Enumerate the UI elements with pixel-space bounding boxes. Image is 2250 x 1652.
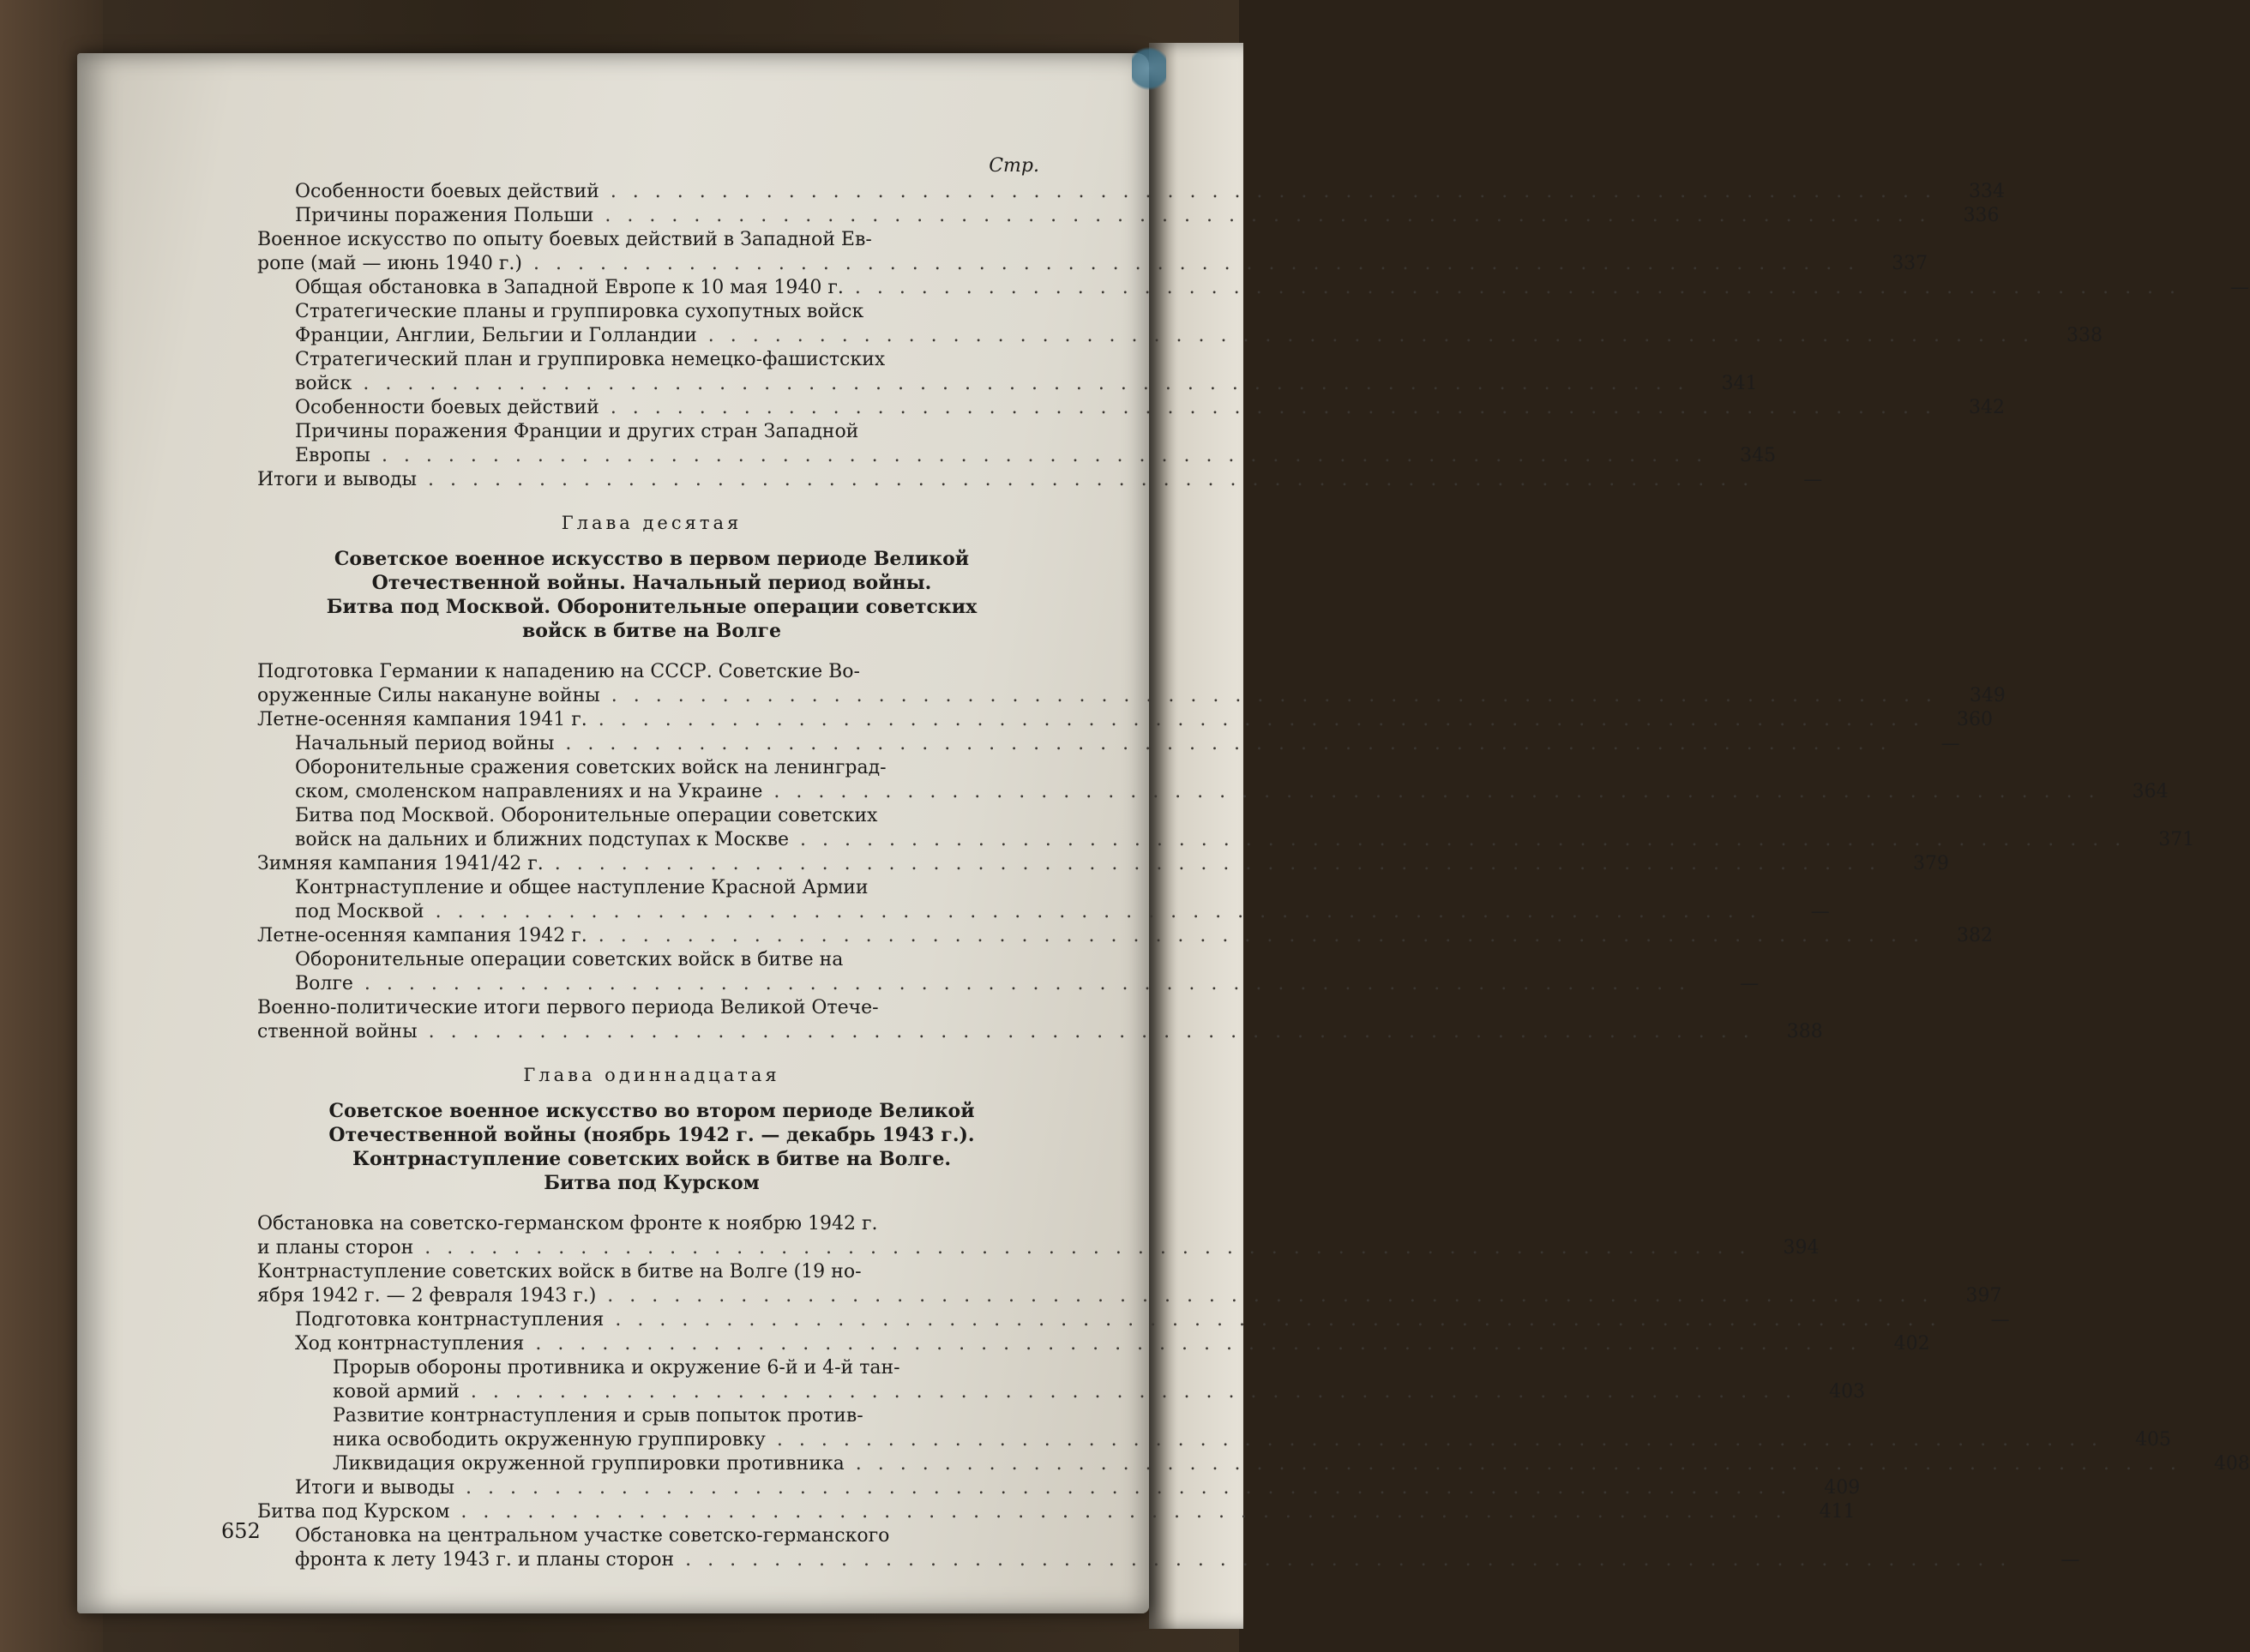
toc-entry-line: Причины поражения Польши (295, 205, 594, 226)
toc-entry-line: войск на дальних и ближних подступах к Москве (295, 829, 790, 850)
leader-dots: . . . . . . . . . . . . . . . . . . . . . . . . . . . . . . . . . . . . . . . . . . . . . . . . . . . . . . . . . . . . (696, 325, 2034, 346)
toc-line (257, 1404, 1046, 1428)
toc-entry-line: ропе (май — июнь 1940 г.) (257, 253, 522, 274)
toc-entry (257, 300, 2103, 348)
chapter-title-line: Битва под Москвой. Оборонительные операции советских (326, 596, 978, 618)
toc-line (257, 420, 1046, 444)
chapter-11-label: Глава одиннадцатая (523, 1065, 780, 1085)
leader-dots: . . . . . . . . . . . . . . . . . . . . . . . . . . . . . . . . . . . . . . . . . . . . . . . . . . . . . . . . . . . . (599, 181, 1937, 202)
leader-dots: . . . . . . . . . . . . . . . . . . . . . . . . . . . . . . . . . . . . . . . . . . . . . . . . . . . . . . . . . . . . (587, 709, 1924, 730)
table-of-contents (257, 154, 2250, 1572)
toc-entry-text (257, 180, 1936, 204)
toc-entry (257, 1260, 2002, 1308)
toc-entry-text (257, 1020, 1754, 1044)
toc-entry (257, 852, 1949, 876)
toc-line (257, 1500, 1856, 1524)
toc-line (257, 804, 1046, 828)
toc-page-ref: 379 (1912, 853, 1949, 874)
chapter-title-line: Советское военное искусство в первом периоде Великой (334, 548, 970, 570)
toc-line (257, 1356, 1046, 1380)
toc-entry (257, 1500, 1856, 1524)
toc-line (257, 180, 2006, 204)
leader-dots: . . . . . . . . . . . . . . . . . . . . . . . . . . . . . . . . . . . . . . . . . . . . . . . . . . . . . . . . . . . . (599, 397, 1937, 418)
chapter-11-entries (257, 1212, 2250, 1572)
toc-entry-line: Ликвидация окруженной группировки противника (333, 1453, 845, 1475)
toc-entry-text (257, 372, 1689, 396)
leader-dots: . . . . . . . . . . . . . . . . . . . . . . . . . . . . . . . . . . . . . . . . . . . . . . . . . . . . . . . . . . . . (524, 1333, 1862, 1355)
toc-entry (257, 348, 1758, 396)
leader-dots: . . . . . . . . . . . . . . . . . . . . . . . . . . . . . . . . . . . . . . . . . . . . . . . . . . . . . . . . . . . . (522, 253, 1860, 274)
toc-entry-line: войск (295, 373, 352, 394)
toc-entry-line: Летне-осенняя кампания 1942 г. (257, 925, 587, 946)
leader-dots: . . . . . . . . . . . . . . . . . . . . . . . . . . . . . . . . . . . . . . . . . . . . . . . . . . . . . . . . . . . . (543, 853, 1880, 874)
toc-entry (257, 948, 1760, 996)
toc-entry (257, 276, 2250, 300)
leader-dots: . . . . . . . . . . . . . . . . . . . . . . . . . . . . . . . . . . . . . . . . . . . . . . . . . . . . . . . . . . . . (413, 1237, 1751, 1259)
toc-entry-text (257, 924, 1924, 948)
toc-entry-text (257, 804, 978, 828)
toc-line (257, 1548, 2080, 1572)
toc-entry-text (257, 852, 1880, 876)
toc-entry-line: фронта к лету 1943 г. и планы сторон (295, 1549, 675, 1571)
toc-entry-line: Стратегические планы и группировка сухопутных войск (295, 301, 864, 322)
toc-entry-line: Летне-осенняя кампания 1941 г. (257, 709, 587, 730)
toc-page-ref: — (2060, 1549, 2080, 1571)
toc-entry-line: Подготовка контрнаступления (295, 1309, 605, 1331)
leader-dots: . . . . . . . . . . . . . . . . . . . . . . . . . . . . . . . . . . . . . . . . . . . . . . . . . . . . . . . . . . . . (449, 1501, 1787, 1523)
toc-entry (257, 924, 1993, 948)
toc-entry-line: Оборонительные сражения советских войск на ленинград- (295, 757, 887, 778)
toc-line (257, 756, 1046, 780)
toc-entry (257, 1332, 1930, 1356)
toc-entry-line: ября 1942 г. — 2 февраля 1943 г.) (257, 1285, 597, 1307)
toc-line (257, 468, 1823, 492)
toc-entry-text (257, 780, 2100, 804)
toc-entry-text (257, 876, 978, 900)
toc-entry-text (257, 300, 978, 324)
chapter-11-title (257, 1099, 1046, 1195)
toc-entry-text (257, 348, 978, 372)
toc-line (257, 1332, 1930, 1356)
toc-line (257, 396, 2006, 420)
toc-entry-line: Прорыв обороны противника и окружение 6-й и 4-й тан- (333, 1357, 900, 1379)
toc-entry (257, 204, 2000, 228)
leader-dots: . . . . . . . . . . . . . . . . . . . . . . . . . . . . . . . . . . . . . . . . . . . . . . . . . . . . . . . . . . . . (417, 1021, 1754, 1042)
chapter-title-line: войск в битве на Волге (521, 620, 781, 642)
toc-page-ref: 360 (1956, 709, 1993, 730)
toc-entry-text (257, 1380, 1796, 1404)
toc-line (257, 828, 2195, 852)
toc-entry (257, 1356, 1866, 1404)
chapter-title-line: Битва под Курском (544, 1172, 760, 1194)
toc-entry-text (257, 972, 1690, 996)
toc-line (257, 1260, 1046, 1284)
toc-page-ref: 371 (2158, 829, 2195, 850)
toc-entry-line: Обстановка на советско-германском фронте к ноябрю 1942 г. (257, 1213, 878, 1234)
toc-entry-line: Итоги и выводы (295, 1477, 455, 1499)
toc-entry-text (257, 900, 1761, 924)
toc-entry-text (257, 204, 1931, 228)
toc-entry-line: Подготовка Германии к нападению на СССР. Советские Во- (257, 661, 860, 682)
toc-page-ref: 411 (1819, 1501, 1856, 1523)
toc-entry-line: Оборонительные операции советских войск в битве на (295, 949, 844, 970)
toc-entry (257, 180, 2006, 204)
leader-dots: . . . . . . . . . . . . . . . . . . . . . . . . . . . . . . . . . . . . . . . . . . . . . . . . . . . . . . . . . . . . (599, 685, 1937, 706)
toc-line (257, 1020, 1823, 1044)
toc-entry-text (257, 1476, 1791, 1500)
toc-page-ref: — (2230, 277, 2250, 298)
leader-dots: . . . . . . . . . . . . . . . . . . . . . . . . . . . . . . . . . . . . . . . . . . . . . . . . . . . . . . . . . . . . (554, 733, 1892, 754)
toc-entry (257, 1524, 2080, 1572)
toc-entry-text (257, 948, 978, 972)
toc-line (257, 708, 1993, 732)
toc-page-ref: — (1990, 1309, 2010, 1331)
toc-line (257, 660, 1046, 684)
toc-page-ref: 342 (1969, 397, 2006, 418)
toc-line (257, 372, 1758, 396)
toc-entry (257, 420, 1777, 468)
toc-entry-text (257, 396, 1936, 420)
toc-entry (257, 1404, 2172, 1452)
toc-entry (257, 708, 1993, 732)
toc-entry-text (257, 252, 1859, 276)
toc-page-ref: 341 (1721, 373, 1758, 394)
toc-page-ref: 338 (2066, 325, 2103, 346)
toc-page-ref: 345 (1740, 445, 1777, 466)
toc-line (257, 228, 1046, 252)
toc-entry-line: Контрнаступление советских войск в битве на Волге (19 но- (257, 1261, 862, 1283)
toc-line (257, 996, 1046, 1020)
leader-dots: . . . . . . . . . . . . . . . . . . . . . . . . . . . . . . . . . . . . . . . . . . . . . . . . . . . . . . . . . . . . (789, 829, 2127, 850)
toc-page-ref: 402 (1893, 1333, 1930, 1355)
toc-page-ref: — (1810, 901, 1830, 922)
toc-line (257, 1308, 2010, 1332)
toc-entry-text (257, 1404, 978, 1428)
toc-entry (257, 1212, 1820, 1260)
toc-entry-line: Военно-политические итоги первого периода Великой Отече- (257, 997, 879, 1018)
toc-page-ref: 334 (1969, 181, 2006, 202)
toc-entry-text (257, 828, 2126, 852)
toc-page-ref: 403 (1829, 1381, 1866, 1403)
toc-line (257, 1476, 1861, 1500)
leader-dots: . . . . . . . . . . . . . . . . . . . . . . . . . . . . . . . . . . . . . . . . . . . . . . . . . . . . . . . . . . . . (596, 1285, 1934, 1307)
chapter-10-title (257, 547, 1046, 643)
toc-entry (257, 996, 1823, 1044)
toc-line (257, 732, 1960, 756)
toc-entry-line: ковой армий (333, 1381, 460, 1403)
toc-line (257, 1380, 1866, 1404)
page-column-header: Стр. (989, 155, 1039, 177)
leader-dots: . . . . . . . . . . . . . . . . . . . . . . . . . . . . . . . . . . . . . . . . . . . . . . . . . . . . . . . . . . . . (370, 445, 1708, 466)
toc-entry-text (257, 1260, 978, 1284)
toc-entry-text (257, 756, 978, 780)
toc-entry-text (257, 1524, 978, 1548)
toc-entry-text (257, 468, 1754, 492)
toc-entry-line: Особенности боевых действий (295, 397, 599, 418)
toc-entry (257, 1308, 2010, 1332)
toc-line (257, 876, 1046, 900)
chapter-10-entries (257, 660, 2195, 1044)
leader-dots: . . . . . . . . . . . . . . . . . . . . . . . . . . . . . . . . . . . . . . . . . . . . . . . . . . . . . . . . . . . . (459, 1381, 1797, 1403)
toc-entry-line: Битва под Курском (257, 1501, 450, 1523)
toc-entry-line: Европы (295, 445, 370, 466)
toc-entry-line: Волге (295, 973, 353, 994)
toc-line (257, 852, 1949, 876)
leader-dots: . . . . . . . . . . . . . . . . . . . . . . . . . . . . . . . . . . . . . . . . . . . . . . . . . . . . . . . . . . . . (843, 277, 2181, 298)
toc-line (257, 1212, 1046, 1236)
toc-entry (257, 756, 2169, 804)
toc-page-ref: 337 (1892, 253, 1928, 274)
toc-line (257, 300, 1046, 324)
toc-page-ref: 405 (2135, 1429, 2172, 1451)
toc-line (257, 204, 2000, 228)
toc-entry (257, 804, 2195, 852)
toc-entry-line: оруженные Силы накануне войны (257, 685, 600, 706)
toc-entry (257, 1476, 1861, 1500)
toc-line (257, 780, 2169, 804)
toc-line (257, 948, 1046, 972)
leader-dots: . . . . . . . . . . . . . . . . . . . . . . . . . . . . . . . . . . . . . . . . . . . . . . . . . . . . . . . . . . . . (454, 1477, 1792, 1499)
toc-entry-line: Причины поражения Франции и других стран Западной (295, 421, 859, 442)
toc-entry-text (257, 708, 1924, 732)
toc-entry-line: Начальный период войны (295, 733, 555, 754)
toc-entry (257, 396, 2006, 420)
toc-entry-text (257, 1356, 978, 1380)
toc-line (257, 348, 1046, 372)
toc-entry-text (257, 996, 978, 1020)
toc-line (257, 1452, 2250, 1476)
toc-entry-line: Битва под Москвой. Оборонительные операции советских (295, 805, 878, 826)
toc-entry-text (257, 420, 978, 444)
toc-entry (257, 1452, 2250, 1476)
toc-entry-line: Развитие контрнаступления и срыв попыток против- (333, 1405, 863, 1427)
toc-entry-text (257, 1284, 1934, 1308)
toc-entry-line: ника освободить окруженную группировку (333, 1429, 766, 1451)
toc-entry-text (257, 1548, 2011, 1572)
page-number: 652 (221, 1519, 261, 1543)
toc-entry (257, 876, 1830, 924)
toc-page-ref: — (1803, 469, 1823, 490)
leader-dots: . . . . . . . . . . . . . . . . . . . . . . . . . . . . . . . . . . . . . . . . . . . . . . . . . . . . . . . . . . . . (762, 781, 2100, 802)
toc-entry-text (257, 1236, 1751, 1260)
toc-line (257, 900, 1830, 924)
toc-entry (257, 228, 1928, 276)
toc-line (257, 444, 1777, 468)
toc-entry-text (257, 228, 978, 252)
toc-entry-line: и планы сторон (257, 1237, 414, 1259)
toc-line (257, 684, 2006, 708)
toc-entry-line: Общая обстановка в Западной Европе к 10 мая 1940 г. (295, 277, 844, 298)
toc-line (257, 1524, 1046, 1548)
toc-entry-text (257, 444, 1707, 468)
leader-dots: . . . . . . . . . . . . . . . . . . . . . . . . . . . . . . . . . . . . . . . . . . . . . . . . . . . . . . . . . . . . (417, 469, 1754, 490)
leader-dots: . . . . . . . . . . . . . . . . . . . . . . . . . . . . . . . . . . . . . . . . . . . . . . . . . . . . . . . . . . . . (674, 1549, 2012, 1571)
leader-dots: . . . . . . . . . . . . . . . . . . . . . . . . . . . . . . . . . . . . . . . . . . . . . . . . . . . . . . . . . . . . (765, 1429, 2103, 1451)
toc-entry-line: ственной войны (257, 1021, 418, 1042)
toc-entry-text (257, 732, 1892, 756)
chapter-title-line: Контрнаступление советских войск в битве на Волге. (352, 1148, 951, 1170)
toc-entry-line: Зимняя кампания 1941/42 г. (257, 853, 544, 874)
toc-page-ref: 388 (1786, 1021, 1823, 1042)
toc-page-ref: 397 (1965, 1285, 2002, 1307)
leader-dots: . . . . . . . . . . . . . . . . . . . . . . . . . . . . . . . . . . . . . . . . . . . . . . . . . . . . . . . . . . . . (604, 1309, 1941, 1331)
toc-page-ref: 364 (2132, 781, 2169, 802)
section-continued (257, 180, 2250, 492)
toc-entry (257, 468, 1823, 492)
toc-entry-text (257, 1500, 1787, 1524)
toc-page-ref: 382 (1956, 925, 1993, 946)
toc-entry-text (257, 324, 2034, 348)
chapter-title-line: Советское военное искусство во втором периоде Великой (328, 1100, 975, 1122)
toc-entry (257, 732, 1960, 756)
toc-entry-line: Итоги и выводы (257, 469, 418, 490)
leader-dots: . . . . . . . . . . . . . . . . . . . . . . . . . . . . . . . . . . . . . . . . . . . . . . . . . . . . . . . . . . . . (352, 373, 1689, 394)
toc-line (257, 972, 1760, 996)
toc-page-ref: 336 (1963, 205, 2000, 226)
toc-entry-text (257, 1332, 1862, 1356)
toc-line (257, 252, 1928, 276)
toc-entry-text (257, 1452, 2181, 1476)
toc-entry-line: Военное искусство по опыту боевых действий в Западной Ев- (257, 229, 872, 250)
toc-line (257, 1284, 2002, 1308)
toc-page-ref: 349 (1969, 685, 2006, 706)
toc-entry-line: Обстановка на центральном участке советско-германского (295, 1525, 890, 1547)
toc-page-ref: — (1940, 733, 1960, 754)
toc-page-ref: 408 (2213, 1453, 2250, 1475)
leader-dots: . . . . . . . . . . . . . . . . . . . . . . . . . . . . . . . . . . . . . . . . . . . . . . . . . . . . . . . . . . . . (844, 1453, 2181, 1475)
binding-thread (1132, 43, 1166, 94)
leader-dots: . . . . . . . . . . . . . . . . . . . . . . . . . . . . . . . . . . . . . . . . . . . . . . . . . . . . . . . . . . . . (587, 925, 1924, 946)
toc-entry-text (257, 660, 978, 684)
toc-entry-text (257, 1308, 1941, 1332)
leader-dots: . . . . . . . . . . . . . . . . . . . . . . . . . . . . . . . . . . . . . . . . . . . . . . . . . . . . . . . . . . . . (352, 973, 1691, 994)
toc-page-ref: 409 (1824, 1477, 1861, 1499)
toc-entry-text (257, 684, 1937, 708)
toc-line (257, 1236, 1820, 1260)
toc-page-ref: — (1740, 973, 1760, 994)
toc-entry-text (257, 276, 2181, 300)
toc-page-ref: 394 (1783, 1237, 1820, 1259)
leader-dots: . . . . . . . . . . . . . . . . . . . . . . . . . . . . . . . . . . . . . . . . . . . . . . . . . . . . . . . . . . . . (593, 205, 1931, 226)
toc-entry-line: Контрнаступление и общее наступление Красной Армии (295, 877, 869, 898)
toc-entry-line: под Москвой (295, 901, 424, 922)
toc-entry-text (257, 1212, 978, 1236)
toc-line (257, 276, 2250, 300)
toc-entry-text (257, 1428, 2103, 1452)
chapter-10-label: Глава десятая (561, 513, 743, 533)
toc-line (257, 324, 2103, 348)
toc-entry-line: Стратегический план и группировка немецко-фашистских (295, 349, 886, 370)
toc-entry-line: Ход контрнаступления (295, 1333, 525, 1355)
chapter-title-line: Отечественной войны (ноябрь 1942 г. — декабрь 1943 г.). (328, 1124, 975, 1146)
toc-entry (257, 660, 2006, 708)
toc-entry-line: ском, смоленском направлениях и на Украине (295, 781, 763, 802)
toc-entry-line: Франции, Англии, Бельгии и Голландии (295, 325, 697, 346)
leader-dots: . . . . . . . . . . . . . . . . . . . . . . . . . . . . . . . . . . . . . . . . . . . . . . . . . . . . . . . . . . . . (424, 901, 1761, 922)
toc-line (257, 924, 1993, 948)
chapter-title-line: Отечественной войны. Начальный период войны. (371, 572, 932, 594)
toc-entry-line: Особенности боевых действий (295, 181, 599, 202)
toc-line (257, 1428, 2172, 1452)
